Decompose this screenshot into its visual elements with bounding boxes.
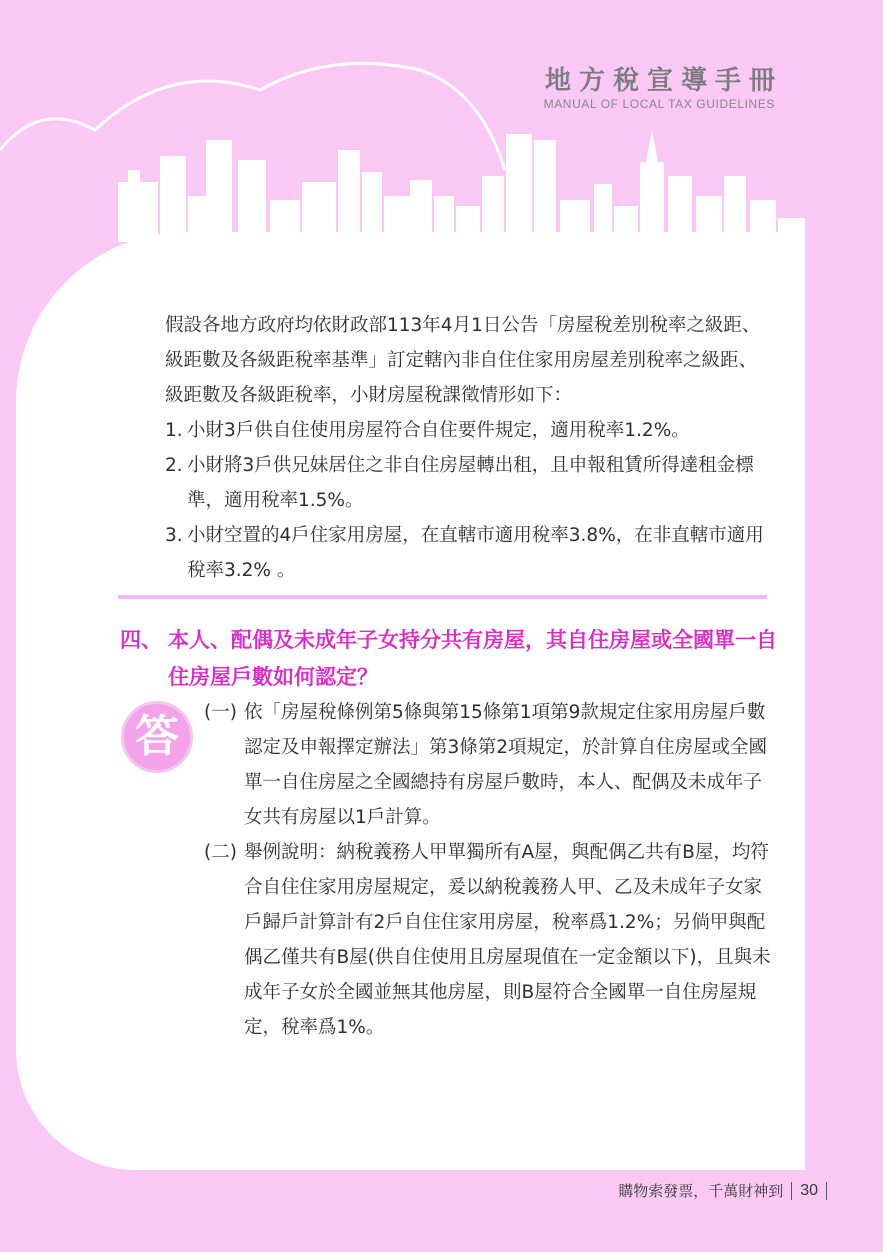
intro-paragraph: 假設各地方政府均依財政部113年4月1日公告「房屋稅差別稅率之級距、級距數及各級距稅率基準」訂定轄內非自住住家用房屋差別稅率之級距、級距數及各級距稅率，小財房屋稅課徵情形如下： <box>165 315 761 406</box>
list-item-text: 小財3戶供自住使用房屋符合自住要件規定，適用稅率1.2%。 <box>187 420 690 441</box>
list-item-number: 3. <box>165 525 183 546</box>
page-number: 30 <box>800 1181 818 1199</box>
intro-list <box>165 413 770 588</box>
question-heading <box>120 622 780 696</box>
handbook-subtitle: MANUAL OF LOCAL TAX GUIDELINES <box>543 97 775 111</box>
intro-section <box>165 308 770 588</box>
question-text: 本人、配偶及未成年子女持分共有房屋，其自住房屋或全國單一自住房屋戶數如何認定？ <box>168 628 777 689</box>
list-item-number: 2. <box>165 455 183 476</box>
answer-item-text: 依「房屋稅條例第5條與第15條第1項第9款規定住家用房屋戶數認定及申報擇定辦法」第3條第2項規定，於計算自住房屋或全國單一自住房屋之全國總持有房屋戶數時，本人、配偶及未成年子女共有房屋以1戶計算。 <box>244 702 768 828</box>
answer-item <box>204 695 772 835</box>
footer-slogan: 購物索發票，千萬財神到 <box>618 1182 784 1200</box>
list-item-text: 小財將3戶供兄妹居住之非自住房屋轉出租，且申報租賃所得達租金標準，適用稅率1.5%。 <box>187 455 754 511</box>
list-item <box>165 448 770 518</box>
footer-separator <box>826 1182 827 1200</box>
answer-section <box>204 695 772 1045</box>
list-item-text: 小財空置的4戶住家用房屋，在直轄市適用稅率3.8%，在非直轄市適用稅率3.2% 。 <box>187 525 764 581</box>
page-footer <box>618 1180 835 1201</box>
section-divider <box>118 595 767 599</box>
list-item-number: 1. <box>165 420 183 441</box>
answer-item <box>204 835 772 1045</box>
handbook-title: 地方稅宣導手冊 <box>544 66 783 96</box>
footer-separator <box>791 1182 792 1200</box>
list-item <box>165 413 770 448</box>
answer-item-label: (一) <box>204 702 237 723</box>
answer-item-text: 舉例說明：納稅義務人甲單獨所有A屋，與配偶乙共有B屋，均符合自住住家用房屋規定，爰以納稅義務人甲、乙及未成年子女家戶歸戶計算計有2戶自住住家用房屋，稅率爲1.2%；另倘甲與配偶乙僅共有B屋(供自住使用且房屋現值在一定金額以下)，且與未成年子女於全國並無其他房屋，則B屋符合全國單一自住房屋規定，稅率爲1%。 <box>244 842 771 1038</box>
list-item <box>165 518 770 588</box>
answer-badge-label: 答 <box>135 711 179 762</box>
answer-item-label: (二) <box>204 842 237 863</box>
question-number: 四、 <box>120 628 162 652</box>
answer-badge <box>121 701 193 773</box>
